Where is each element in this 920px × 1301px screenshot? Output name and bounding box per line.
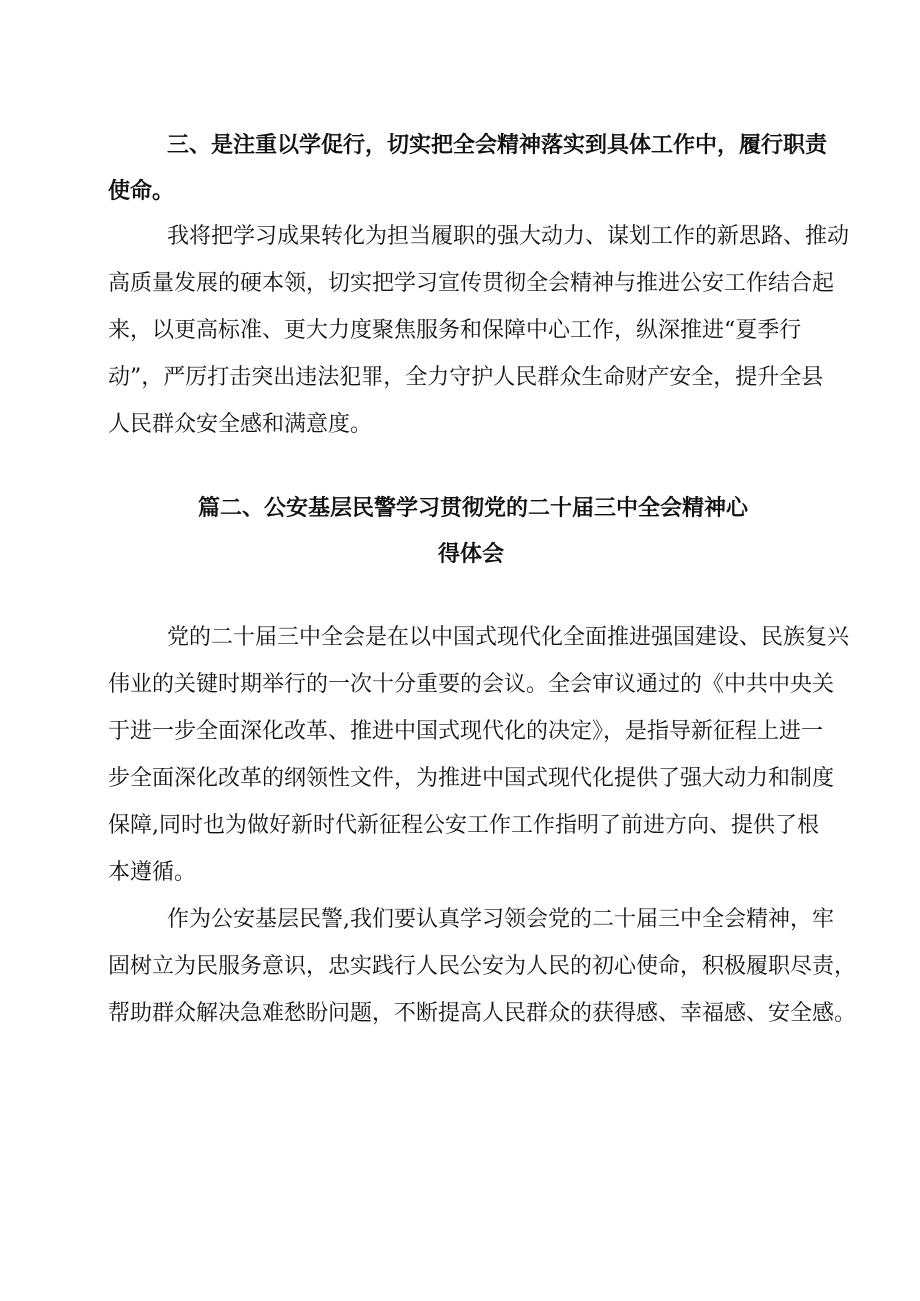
section3-heading-line-2: 使命。: [108, 178, 175, 204]
section3-body-line-1: 我将把学习成果转化为担当履职的强大动力、谋划工作的新思路、推动: [167, 224, 850, 249]
article2-title-line-2: 得体会: [438, 541, 505, 567]
article2-para1-line-1: 党的二十届三中全会是在以中国式现代化全面推进强国建设、民族复兴: [167, 625, 850, 650]
article2-para1-line-4: 步全面深化改革的纲领性文件，为推进中国式现代化提供了强大动力和制度: [108, 766, 835, 791]
section3-body-line-4: 动”，严厉打击突出违法犯罪，全力守护人民群众生命财产安全，提升全县: [108, 365, 824, 390]
section3-body-line-2: 高质量发展的硬本领，切实把学习宣传贯彻全会精神与推进公安工作结合起: [108, 271, 835, 296]
article2-para2-line-3: 帮助群众解决急难愁盼问题，不断提高人民群众的获得感、幸福感、安全感。: [108, 1001, 857, 1026]
article2-para1-line-5: 保障,同时也为做好新时代新征程公安工作工作指明了前进方向、提供了根: [108, 813, 819, 838]
article2-para1-line-3: 于进一步全面深化改革、推进中国式现代化的决定》，是指导新征程上进一: [108, 719, 824, 744]
section3-body-line-3: 来，以更高标准、更大力度聚焦服务和保障中心工作，纵深推进“夏季行: [108, 318, 802, 343]
article2-para1-line-2: 伟业的关键时期举行的一次十分重要的会议。全会审议通过的《中共中央关: [108, 672, 835, 697]
article2-para2-line-1: 作为公安基层民警,我们要认真学习领会党的二十届三中全会精神，牢: [167, 907, 834, 932]
article2-para2-line-2: 固树立为民服务意识，忠实践行人民公安为人民的初心使命，积极履职尽责，: [108, 954, 857, 979]
section3-heading-line-1: 三、是注重以学促行，切实把全会精神落实到具体工作中，履行职责: [167, 132, 828, 158]
section3-body-line-5: 人民群众安全感和满意度。: [108, 412, 373, 437]
article2-title-line-1: 篇二、公安基层民警学习贯彻党的二十届三中全会精神心: [198, 495, 749, 521]
article2-para1-line-6: 本遵循。: [108, 860, 197, 885]
